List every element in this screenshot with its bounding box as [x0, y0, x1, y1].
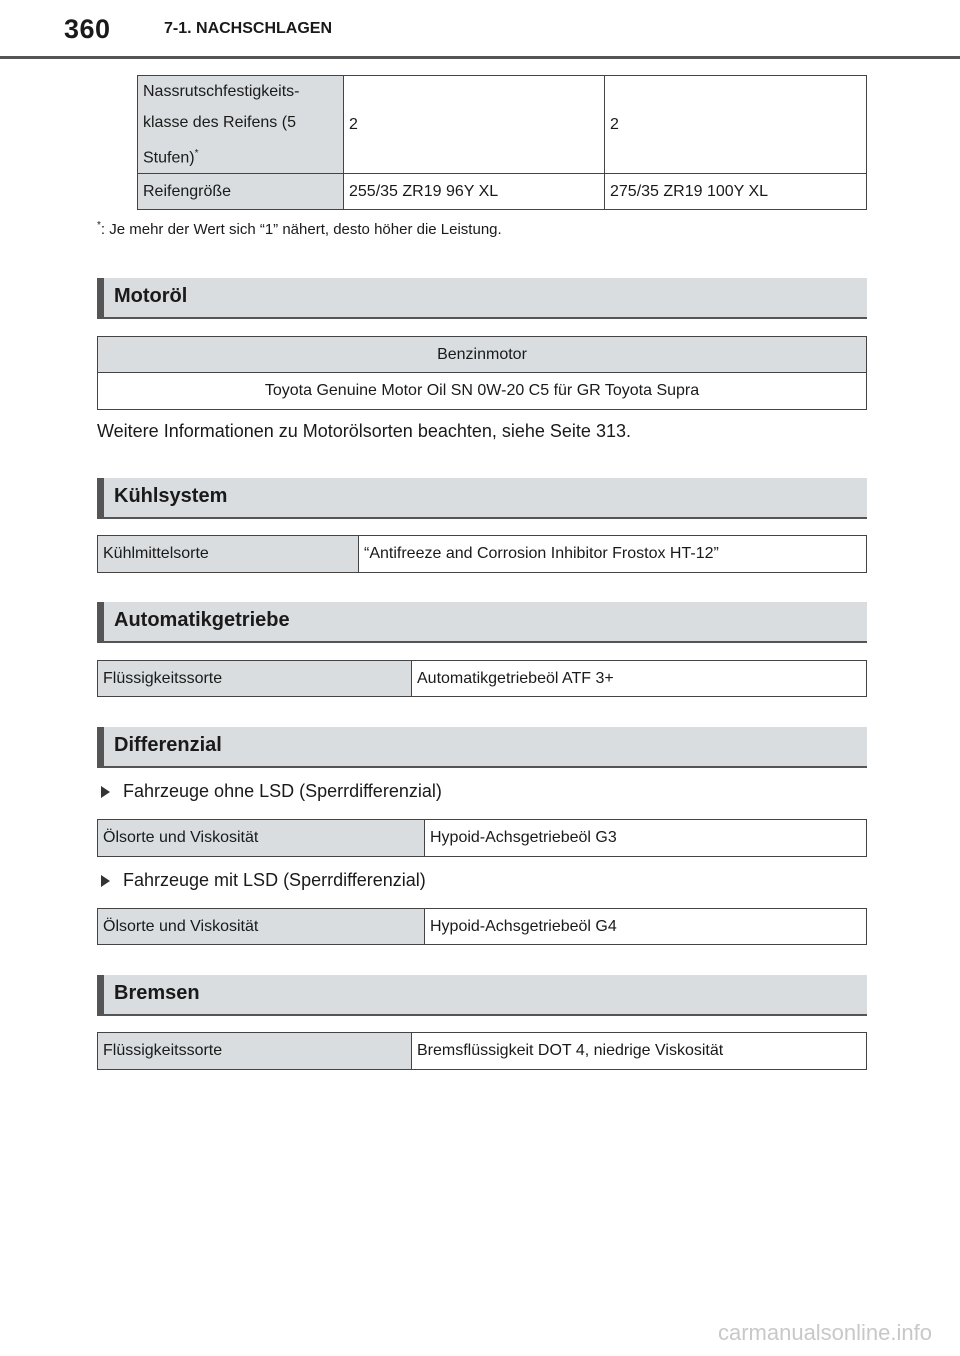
- tire-wet-grip-label: Nassrutschfestigkeits- klasse des Reifens (5 Stufen)*: [138, 76, 344, 174]
- table-row: [98, 536, 867, 573]
- diff1-value: Hypoid-Achsgetriebeöl G3: [425, 820, 867, 857]
- section-heading-kuehlsystem: Kühlsystem: [97, 478, 867, 519]
- automatikgetriebe-table: [97, 660, 867, 697]
- table-row: [98, 337, 867, 373]
- section-heading-differenzial: Differenzial: [97, 727, 867, 768]
- section-heading-bremsen: Bremsen: [97, 975, 867, 1016]
- atf-value: Automatikgetriebeöl ATF 3+: [412, 661, 867, 697]
- coolant-value: “Antifreeze and Corrosion Inhibitor Frostox HT-12”: [359, 536, 867, 573]
- differenzial-item2-heading: Fahrzeuge mit LSD (Sperrdifferenzial): [123, 870, 426, 890]
- differenzial-table-2: [97, 908, 867, 945]
- motoroel-table: [97, 336, 867, 410]
- coolant-label: Kühlmittelsorte: [98, 536, 359, 573]
- section-heading-automatikgetriebe: Automatikgetriebe: [97, 602, 867, 643]
- table-row: [138, 76, 867, 174]
- arrow-bullet-icon: [101, 875, 110, 887]
- tire-wet-grip-front: 2: [344, 76, 605, 174]
- differenzial-item1-heading: Fahrzeuge ohne LSD (Sperrdifferenzial): [123, 781, 442, 801]
- table-row: [98, 909, 867, 945]
- brake-fluid-label: Flüssigkeitssorte: [98, 1033, 412, 1070]
- atf-label: Flüssigkeitssorte: [98, 661, 412, 697]
- table-row: [98, 373, 867, 410]
- differenzial-table-1: [97, 819, 867, 857]
- table-row: [138, 174, 867, 210]
- header-rule: [0, 56, 960, 59]
- table-row: [98, 1033, 867, 1070]
- diff2-value: Hypoid-Achsgetriebeöl G4: [425, 909, 867, 945]
- table-row: [98, 820, 867, 857]
- footnote: *: Je mehr der Wert sich “1” nähert, desto höher die Leistung.: [97, 220, 502, 238]
- tire-size-rear: 275/35 ZR19 100Y XL: [605, 174, 867, 210]
- watermark: carmanualsonline.info: [717, 1320, 932, 1345]
- arrow-bullet-icon: [101, 786, 110, 798]
- section-heading-motoroel: Motoröl: [97, 278, 867, 319]
- tire-table: [137, 75, 867, 210]
- diff1-label: Ölsorte und Viskosität: [98, 820, 425, 857]
- motoroel-note: Weitere Informationen zu Motorölsorten beachten, siehe Seite 313.: [97, 421, 631, 441]
- section-title: 7-1. NACHSCHLAGEN: [164, 20, 333, 37]
- page-number: 360: [64, 14, 111, 44]
- motoroel-table-header: Benzinmotor: [98, 337, 867, 373]
- motoroel-value: Toyota Genuine Motor Oil SN 0W-20 C5 für GR Toyota Supra: [98, 373, 867, 410]
- footnote-mark: *: [194, 148, 199, 159]
- tire-size-label: Reifengröße: [138, 174, 344, 210]
- kuehlsystem-table: [97, 535, 867, 573]
- table-row: [98, 661, 867, 697]
- tire-size-front: 255/35 ZR19 96Y XL: [344, 174, 605, 210]
- brake-fluid-value: Bremsflüssigkeit DOT 4, niedrige Viskosität: [412, 1033, 867, 1070]
- tire-wet-grip-rear: 2: [605, 76, 867, 174]
- bremsen-table: [97, 1032, 867, 1070]
- diff2-label: Ölsorte und Viskosität: [98, 909, 425, 945]
